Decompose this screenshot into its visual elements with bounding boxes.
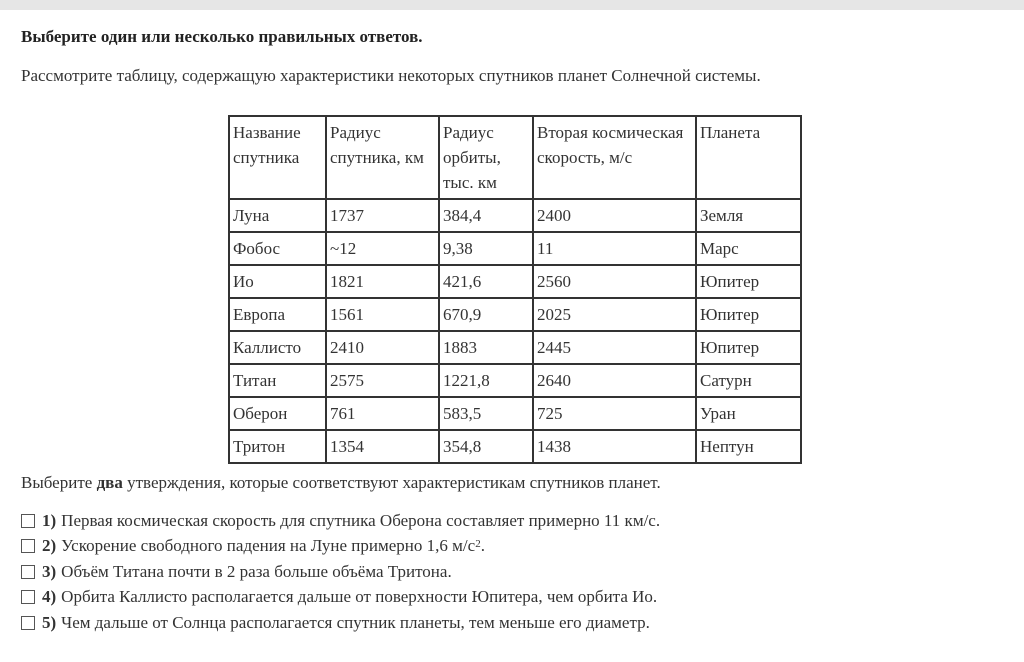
cell-orbit-radius: 1883 xyxy=(439,331,533,364)
answer-option-4[interactable] xyxy=(21,585,660,611)
table-body xyxy=(229,199,801,463)
checkbox[interactable] xyxy=(21,616,35,630)
cell-satellite-radius: ~12 xyxy=(326,232,439,265)
cell-satellite-radius: 761 xyxy=(326,397,439,430)
option-text: Орбита Каллисто располагается дальше от поверхности Юпитера, чем орбита Ио. xyxy=(61,587,658,607)
cell-second-cosmic-velocity: 725 xyxy=(533,397,696,430)
cell-satellite-radius: 1354 xyxy=(326,430,439,463)
cell-planet: Юпитер xyxy=(696,298,801,331)
option-text: Ускорение свободного падения на Луне примерно 1,6 м/с xyxy=(61,536,476,556)
cell-orbit-radius: 1221,8 xyxy=(439,364,533,397)
cell-planet: Нептун xyxy=(696,430,801,463)
cell-planet: Сатурн xyxy=(696,364,801,397)
answer-option-2[interactable] xyxy=(21,534,660,560)
cell-satellite-name: Титан xyxy=(229,364,326,397)
checkbox[interactable] xyxy=(21,514,35,528)
question-prefix: Выберите xyxy=(21,473,97,492)
table-row xyxy=(229,232,801,265)
cell-orbit-radius: 9,38 xyxy=(439,232,533,265)
table-row xyxy=(229,430,801,463)
table-row xyxy=(229,397,801,430)
cell-second-cosmic-velocity: 2445 xyxy=(533,331,696,364)
top-bar xyxy=(0,0,1024,10)
cell-second-cosmic-velocity: 11 xyxy=(533,232,696,265)
option-number: 5) xyxy=(42,612,57,632)
cell-satellite-name: Ио xyxy=(229,265,326,298)
cell-second-cosmic-velocity: 2400 xyxy=(533,199,696,232)
option-text: Чем дальше от Солнца располагается спутник планеты, тем меньше его диаметр. xyxy=(61,612,650,632)
cell-orbit-radius: 670,9 xyxy=(439,298,533,331)
cell-planet: Земля xyxy=(696,199,801,232)
cell-satellite-name: Каллисто xyxy=(229,331,326,364)
table-row xyxy=(229,331,801,364)
answer-option-3[interactable] xyxy=(21,559,660,585)
cell-satellite-radius: 1737 xyxy=(326,199,439,232)
cell-second-cosmic-velocity: 2025 xyxy=(533,298,696,331)
cell-satellite-radius: 1821 xyxy=(326,265,439,298)
intro-text: Рассмотрите таблицу, содержащую характеристики некоторых спутников планет Солнечной системы. xyxy=(21,66,761,85)
cell-orbit-radius: 583,5 xyxy=(439,397,533,430)
cell-planet: Марс xyxy=(696,232,801,265)
question-bold: два xyxy=(96,473,123,492)
instruction-text: Выберите один или несколько правильных ответов. xyxy=(21,27,423,46)
answer-options xyxy=(21,508,660,636)
answer-option-1[interactable] xyxy=(21,508,660,534)
cell-satellite-name: Европа xyxy=(229,298,326,331)
cell-satellite-name: Тритон xyxy=(229,430,326,463)
option-number: 1) xyxy=(42,510,57,530)
table-row xyxy=(229,364,801,397)
cell-orbit-radius: 354,8 xyxy=(439,430,533,463)
cell-planet: Юпитер xyxy=(696,265,801,298)
option-number: 3) xyxy=(42,561,57,581)
option-number: 2) xyxy=(42,536,57,556)
question-text xyxy=(21,473,661,493)
header-planet: Планета xyxy=(696,116,801,199)
satellites-table xyxy=(228,115,802,464)
header-satellite-name: Название спутника xyxy=(229,116,326,199)
table-row xyxy=(229,265,801,298)
cell-second-cosmic-velocity: 1438 xyxy=(533,430,696,463)
option-number: 4) xyxy=(42,587,57,607)
question-suffix: утверждения, которые соответствуют характеристикам спутников планет. xyxy=(122,473,661,492)
cell-satellite-name: Луна xyxy=(229,199,326,232)
header-second-cosmic-velocity: Вторая космическая скорость, м/с xyxy=(533,116,696,199)
cell-satellite-radius: 2575 xyxy=(326,364,439,397)
cell-planet: Юпитер xyxy=(696,331,801,364)
option-text: Первая космическая скорость для спутника Оберона составляет примерно 11 км/с. xyxy=(61,510,661,530)
cell-second-cosmic-velocity: 2640 xyxy=(533,364,696,397)
checkbox[interactable] xyxy=(21,565,35,579)
checkbox[interactable] xyxy=(21,539,35,553)
checkbox[interactable] xyxy=(21,590,35,604)
cell-satellite-radius: 1561 xyxy=(326,298,439,331)
header-satellite-radius: Радиус спутника, км xyxy=(326,116,439,199)
cell-satellite-radius: 2410 xyxy=(326,331,439,364)
table-header-row xyxy=(229,116,801,199)
cell-orbit-radius: 384,4 xyxy=(439,199,533,232)
cell-orbit-radius: 421,6 xyxy=(439,265,533,298)
option-text: Объём Титана почти в 2 раза больше объёма Тритона. xyxy=(61,561,452,581)
option-trailing-punct: . xyxy=(480,536,485,556)
option-superscript: 2 xyxy=(475,538,481,551)
cell-second-cosmic-velocity: 2560 xyxy=(533,265,696,298)
table-row xyxy=(229,298,801,331)
cell-satellite-name: Фобос xyxy=(229,232,326,265)
cell-satellite-name: Оберон xyxy=(229,397,326,430)
answer-option-5[interactable] xyxy=(21,610,660,636)
header-orbit-radius: Радиус орбиты, тыс. км xyxy=(439,116,533,199)
table-row xyxy=(229,199,801,232)
cell-planet: Уран xyxy=(696,397,801,430)
